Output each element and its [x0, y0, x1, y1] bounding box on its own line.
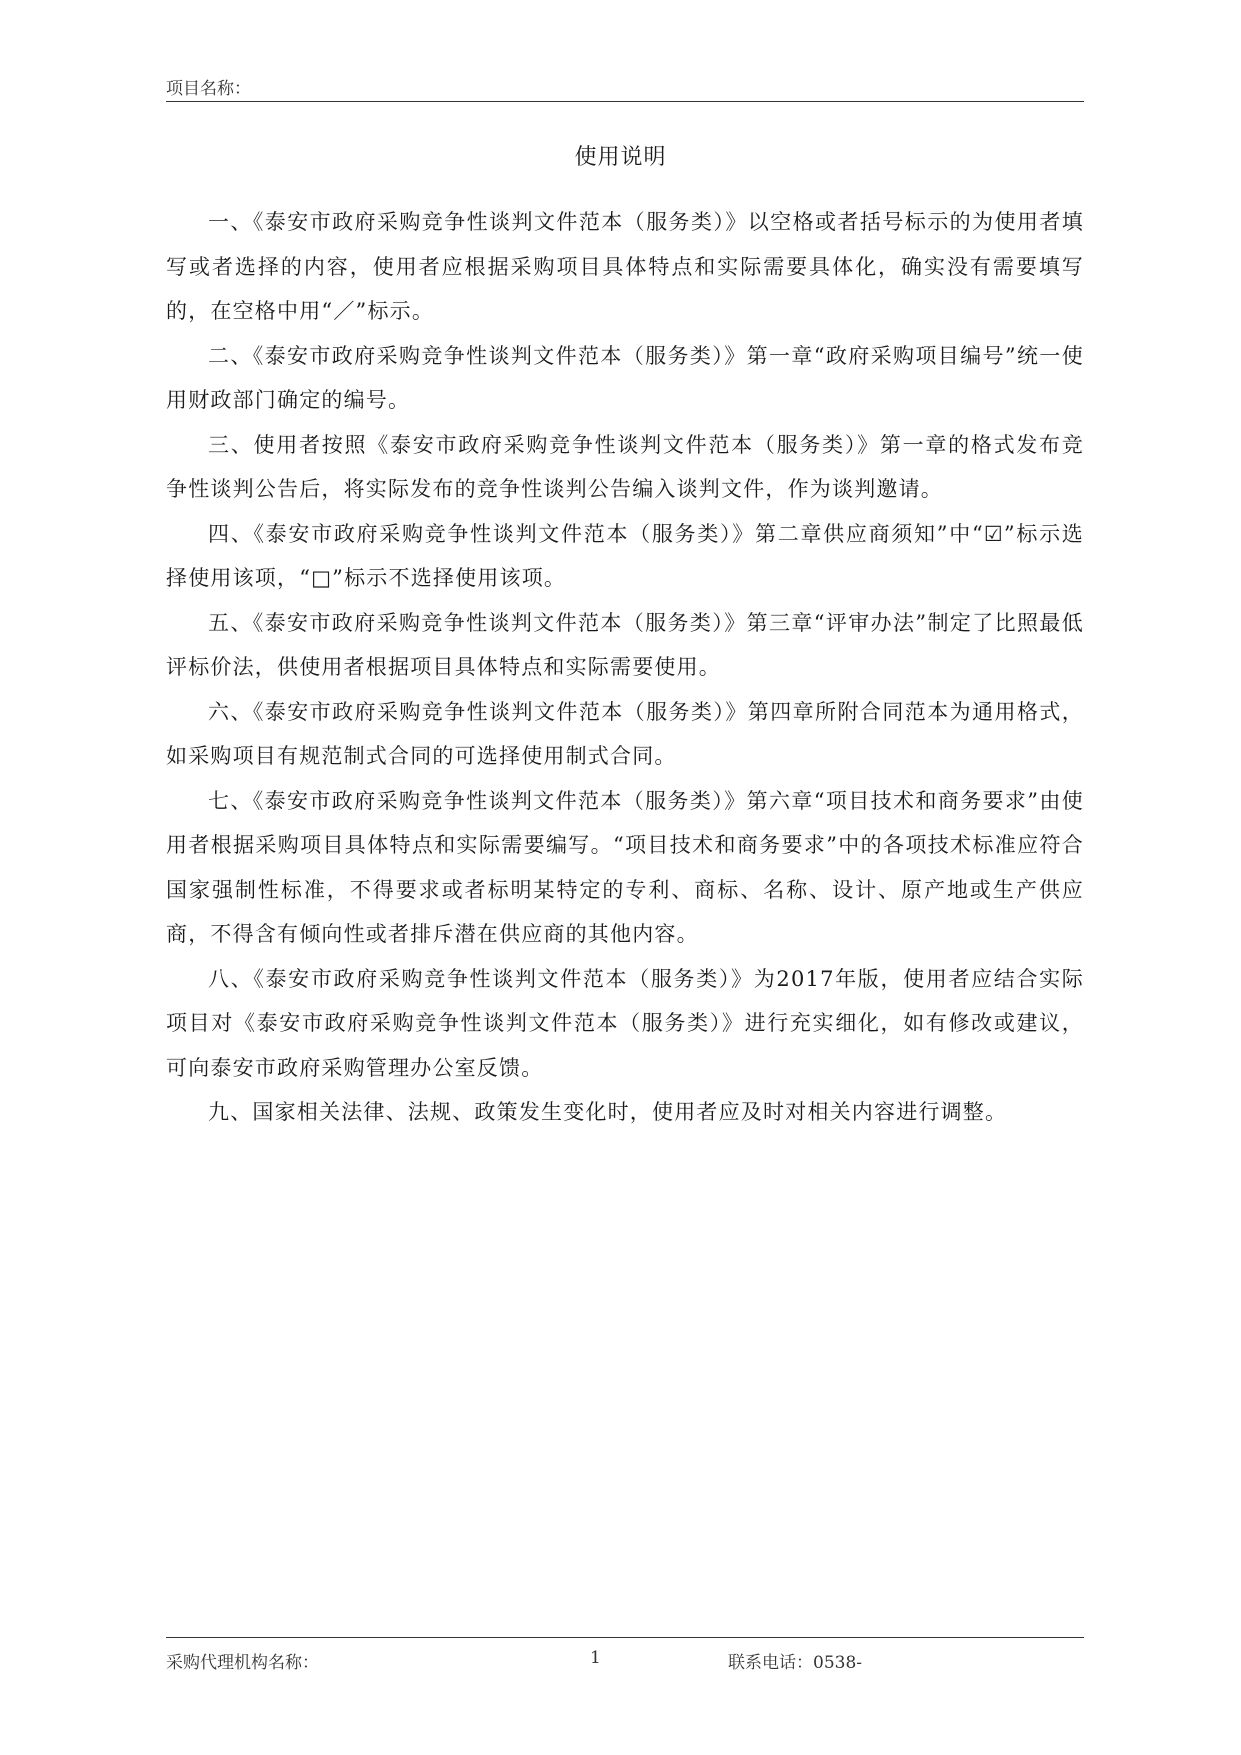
agency-name-label: 采购代理机构名称：	[166, 1653, 319, 1673]
instruction-item-2: 二、《泰安市政府采购竞争性谈判文件范本（服务类）》第一章“政府采购项目编号”统一使用财政部门确定的编号。	[166, 343, 1084, 412]
header-divider	[166, 101, 1084, 102]
project-name-label: 项目名称：	[166, 79, 251, 99]
instruction-item-1: 一、《泰安市政府采购竞争性谈判文件范本（服务类）》以空格或者括号标示的为使用者填写或者选择的内容，使用者应根据采购项目具体特点和实际需要具体化，确实没有需要填写的，在空格中用“／”标示。	[166, 210, 1084, 323]
instruction-item-8: 八、《泰安市政府采购竞争性谈判文件范本（服务类）》为2017年版，使用者应结合实际项目对《泰安市政府采购竞争性谈判文件范本（服务类）》进行充实细化，如有修改或建议，可向泰安市政府采购管理办公室反馈。	[166, 966, 1084, 1080]
footer-divider	[166, 1637, 1084, 1638]
instruction-item-3: 三、使用者按照《泰安市政府采购竞争性谈判文件范本（服务类）》第一章的格式发布竞争性谈判公告后，将实际发布的竞争性谈判公告编入谈判文件，作为谈判邀请。	[166, 432, 1084, 501]
page-number: 1	[590, 1648, 601, 1668]
instructions-body	[166, 200, 1084, 1135]
instruction-item-5: 五、《泰安市政府采购竞争性谈判文件范本（服务类）》第三章“评审办法”制定了比照最低评标价法，供使用者根据项目具体特点和实际需要使用。	[166, 610, 1084, 679]
page-title: 使用说明	[574, 145, 667, 170]
instruction-item-6: 六、《泰安市政府采购竞争性谈判文件范本（服务类）》第四章所附合同范本为通用格式，如采购项目有规范制式合同的可选择使用制式合同。	[166, 699, 1084, 768]
instruction-item-7: 七、《泰安市政府采购竞争性谈判文件范本（服务类）》第六章“项目技术和商务要求”由使用者根据采购项目具体特点和实际需要编写。“项目技术和商务要求”中的各项技术标准应符合国家强制性标准，不得要求或者标明某特定的专利、商标、名称、设计、原产地或生产供应商，不得含有倾向性或者排斥潜在供应商的其他内容。	[166, 788, 1084, 946]
instruction-item-4: 四、《泰安市政府采购竞争性谈判文件范本（服务类）》第二章供应商须知”中“☑”标示选择使用该项，“□”标示不选择使用该项。	[166, 521, 1084, 590]
instruction-item-9: 九、国家相关法律、法规、政策发生变化时，使用者应及时对相关内容进行调整。	[208, 1100, 1008, 1124]
contact-phone-label: 联系电话：0538-	[728, 1653, 863, 1673]
